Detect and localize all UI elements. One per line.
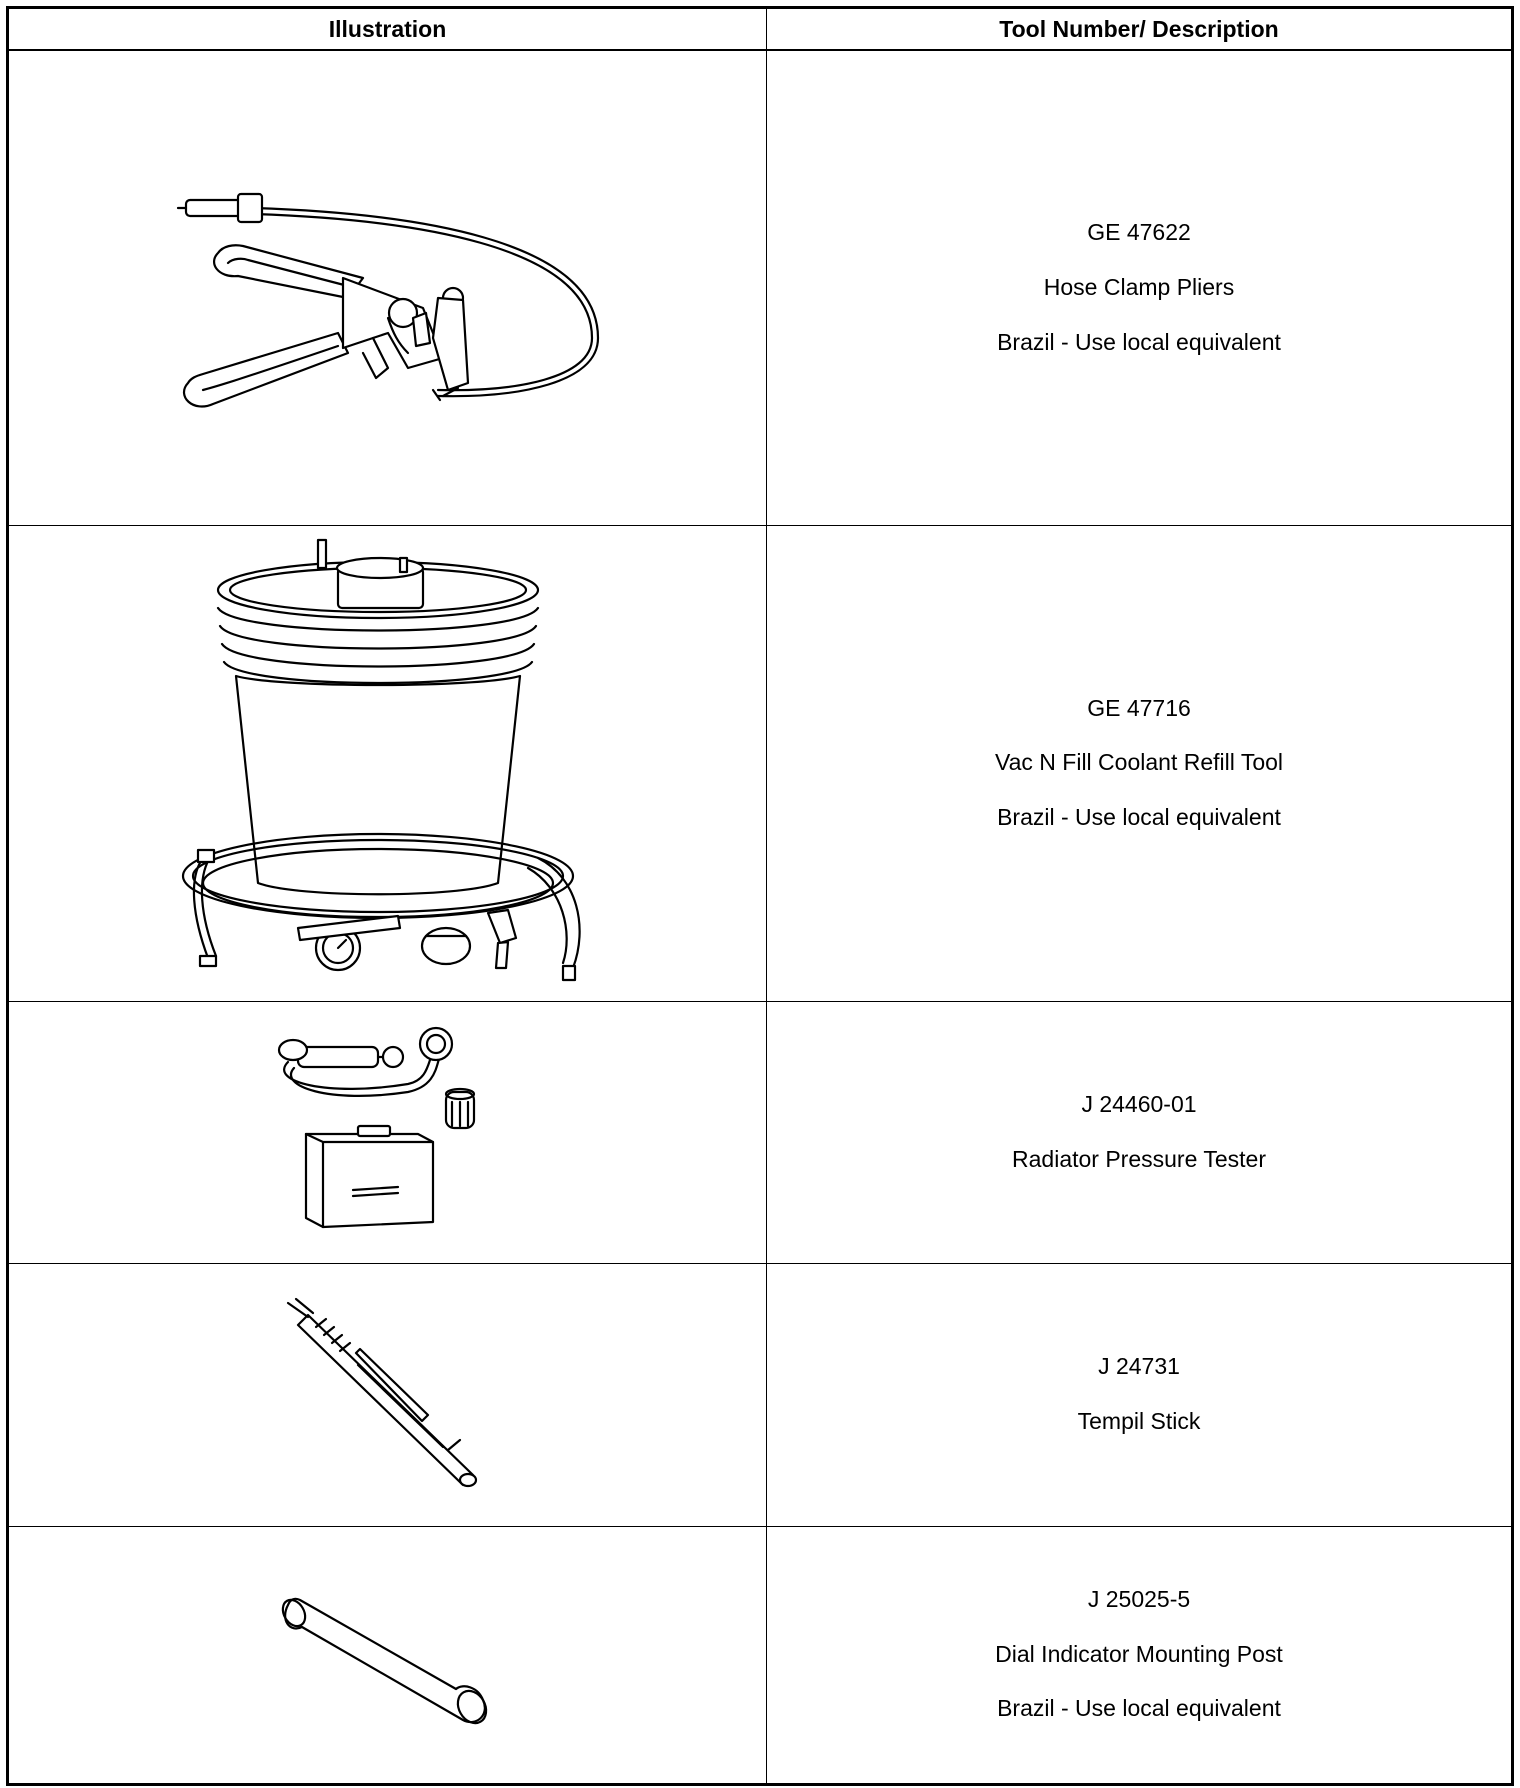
- header-tool-description: Tool Number/ Description: [767, 8, 1513, 51]
- table-row: [8, 525, 1513, 1001]
- tool-table-sheet: [6, 6, 1514, 1782]
- radiator-pressure-tester-illustration: [268, 1022, 508, 1242]
- tool-name: Radiator Pressure Tester: [1012, 1145, 1266, 1172]
- illustration-cell: [8, 50, 767, 525]
- coolant-refill-tool-illustration: [178, 538, 598, 988]
- description-cell: [767, 1526, 1513, 1784]
- special-tools-table: [6, 6, 1514, 1786]
- table-row: [8, 1263, 1513, 1526]
- hose-clamp-pliers-illustration: [158, 168, 618, 408]
- tool-note: Brazil - Use local equivalent: [997, 1695, 1281, 1722]
- table-row: [8, 1526, 1513, 1784]
- illustration-cell: [8, 1263, 767, 1526]
- description-cell: [767, 50, 1513, 525]
- illustration-cell: [8, 525, 767, 1001]
- description-cell: [767, 525, 1513, 1001]
- description-cell: [767, 1263, 1513, 1526]
- header-illustration: Illustration: [8, 8, 767, 51]
- tool-name: Dial Indicator Mounting Post: [995, 1640, 1283, 1667]
- tempil-stick-illustration: [278, 1295, 498, 1495]
- table-row: [8, 50, 1513, 525]
- mounting-post-illustration: [278, 1575, 498, 1735]
- tool-name: Vac N Fill Coolant Refill Tool: [994, 749, 1284, 776]
- tool-note: Brazil - Use local equivalent: [997, 803, 1281, 830]
- table-header-row: [8, 8, 1513, 51]
- illustration-cell: [8, 1001, 767, 1263]
- tool-number: GE 47716: [1087, 694, 1191, 721]
- tool-name: Hose Clamp Pliers: [1043, 273, 1235, 300]
- table-row: [8, 1001, 1513, 1263]
- tool-number: J 25025-5: [1087, 1586, 1191, 1613]
- tool-name: Tempil Stick: [1077, 1408, 1201, 1434]
- tool-note: Brazil - Use local equivalent: [997, 328, 1281, 355]
- tool-number: J 24731: [1098, 1353, 1180, 1380]
- description-cell: [767, 1001, 1513, 1263]
- tool-number: J 24460-01: [1081, 1090, 1197, 1117]
- illustration-cell: [8, 1526, 767, 1784]
- tool-number: GE 47622: [1087, 219, 1191, 246]
